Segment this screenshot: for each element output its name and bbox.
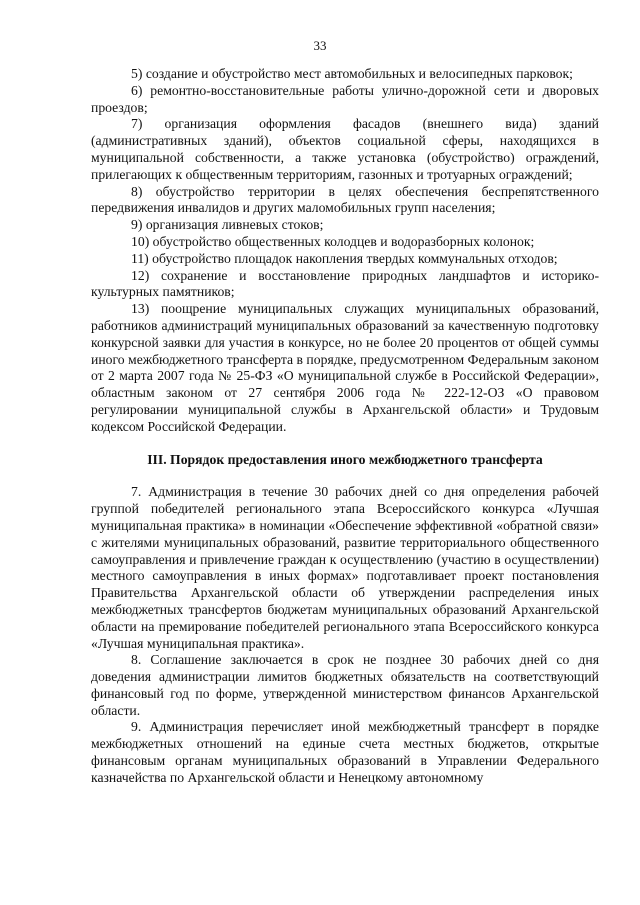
list-item-12: 12) сохранение и восстановление природных ландшафтов и историко-культурных памятников; [91,267,599,300]
list-item-8: 8) обустройство территории в целях обеспечения беспрепятственного передвижения инвалидов и других маломобильных групп населения; [91,183,599,216]
list-item-10: 10) обустройство общественных колодцев и водоразборных колонок; [131,233,535,249]
list-item-6: 6) ремонтно-восстановительные работы улично-дорожной сети и дворовых проездов; [91,82,599,115]
paragraph-8: 8. Соглашение заключается в срок не позднее 30 рабочих дней со дня доведения администрации лимитов бюджетных обязательств на соответствующий финансовый год по форме, утвержденной министерством финансов Архангельской области. [91,652,599,718]
list-item-9: 9) организация ливневых стоков; [131,217,324,233]
list-item-13: 13) поощрение муниципальных служащих муниципальных образований, работников администраций муниципальных образований за качественную подготовку конкурсной заявки для участия в конкурсе, но не более 20 процентов от общей суммы иного межбюджетного трансферта в порядке, предусмотренном Федеральным законом от 2 марта 2007 года № 25-ФЗ «О муниципальной службе в Российской Федерации», областным законом от 27 сентября 2006 года № 222-12-ОЗ «О правовом регулировании муниципальной службы в Архангельской области» и Трудовым кодексом Российской Федерации. [91,301,599,434]
page-body [91,66,599,787]
list-item-5: 5) создание и обустройство мест автомобильных и велосипедных парковок; [131,66,573,81]
page-number: 33 [313,38,327,53]
list-item-11: 11) обустройство площадок накопления твердых коммунальных отходов; [131,250,558,266]
paragraph-7: 7. Администрация в течение 30 рабочих дней со дня определения рабочей группой победителей регионального этапа Всероссийского конкурса «Лучшая муниципальная практика» в номинации «Обеспечение эффективной «обратной связи» с жителями муниципальных образований, развитие территориального общественного самоуправления и привлечение граждан к осуществлению (участию в осуществлении) местного самоуправления в иных формах» подготавливает проект постановления Правительства Архангельской области об утверждении распределения иных межбюджетных трансфертов бюджетам муниципальных образований Архангельской области на премирование победителей регионального этапа Всероссийского конкурса «Лучшая муниципальная практика». [91,484,599,651]
list-item-7: 7) организация оформления фасадов (внешнего вида) зданий (административных зданий), объектов социальной сферы, находящихся в муниципальной собственности, а также установка (обустройство) ограждений, прилегающих к общественным территориям, газонных и тротуарных ограждений; [91,116,599,182]
section-heading: III. Порядок предоставления иного межбюджетного трансферта [147,451,543,467]
paragraph-9: 9. Администрация перечисляет иной межбюджетный трансферт в порядке межбюджетных отношений на единые счета местных бюджетов, открытые финансовым органам муниципальных образований в Управлении Федерального казначейства по Архангельской области и Ненецкому автономному [91,719,599,785]
